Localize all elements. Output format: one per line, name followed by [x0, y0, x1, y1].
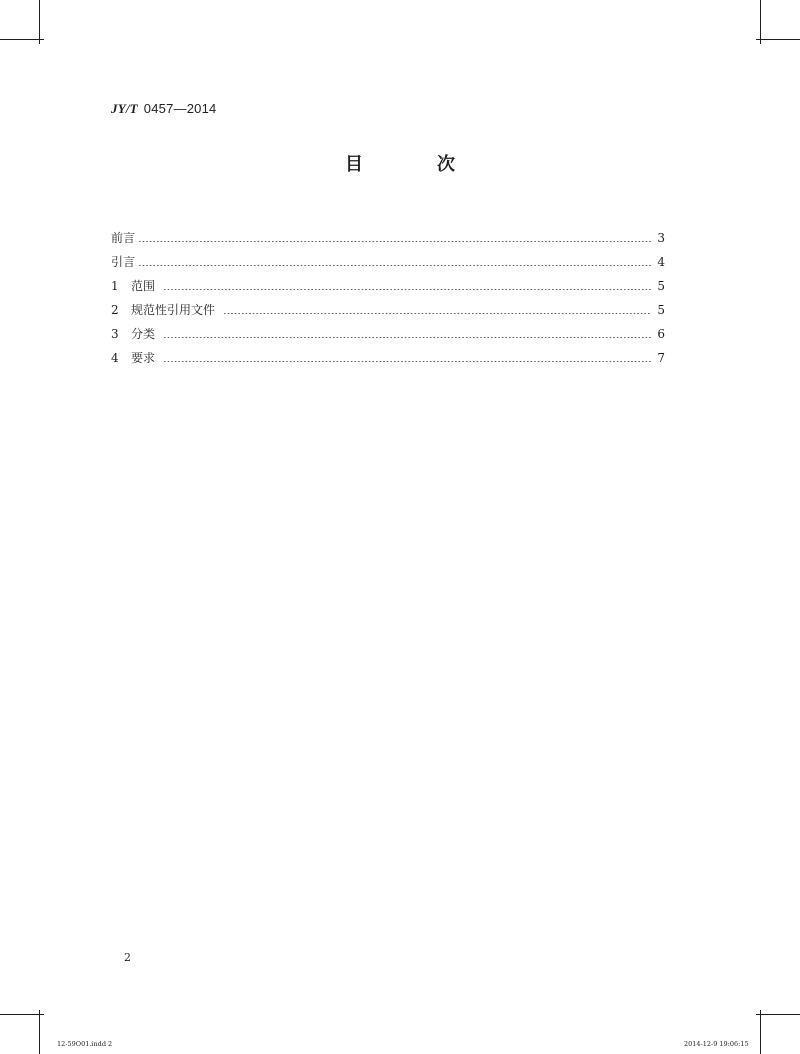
toc-entry-number: 2	[111, 303, 119, 317]
toc-entry-page: 4	[657, 255, 665, 269]
crop-mark-bottom-right-v	[760, 1010, 761, 1054]
toc-entry-label: 分类	[131, 327, 156, 341]
standard-prefix: JY/T	[111, 101, 138, 116]
dot-leader	[138, 265, 651, 266]
dot-leader	[163, 337, 651, 338]
toc-entry-label: 要求	[131, 351, 156, 365]
toc-title: 目 次	[345, 154, 483, 175]
dot-leader	[163, 361, 651, 362]
footer-timestamp: 2014-12-9 19:06:15	[684, 1040, 749, 1048]
page-number: 2	[124, 951, 131, 964]
crop-mark-bottom-left-v	[39, 1010, 40, 1054]
crop-mark-top-left-h	[0, 39, 44, 40]
toc-entry-page: 6	[657, 327, 665, 341]
footer-filename: 12-59O01.indd 2	[57, 1040, 113, 1048]
toc-entry-foreword[interactable]	[111, 226, 665, 250]
dot-leader	[163, 289, 651, 290]
toc-entry-number: 3	[111, 327, 119, 341]
toc-entry-requirements[interactable]	[111, 346, 665, 370]
toc-entry-page: 5	[657, 303, 665, 317]
toc-entry-page: 5	[657, 279, 665, 293]
crop-mark-top-left-v	[39, 0, 40, 44]
standard-number: 0457—2014	[143, 101, 217, 116]
crop-mark-bottom-left-h	[0, 1014, 44, 1015]
table-of-contents	[111, 226, 665, 370]
crop-mark-top-right-v	[760, 0, 761, 44]
standard-code	[111, 101, 216, 117]
toc-entry-normative-references[interactable]	[111, 298, 665, 322]
toc-entry-label: 前言	[111, 231, 136, 245]
toc-entry-page: 7	[657, 351, 665, 365]
dot-leader	[138, 241, 651, 242]
toc-entry-scope[interactable]	[111, 274, 665, 298]
toc-entry-number: 1	[111, 279, 119, 293]
toc-entry-page: 3	[657, 231, 665, 245]
toc-entry-label: 规范性引用文件	[131, 303, 216, 317]
toc-entry-label: 引言	[111, 255, 136, 269]
toc-entry-introduction[interactable]	[111, 250, 665, 274]
toc-entry-classification[interactable]	[111, 322, 665, 346]
dot-leader	[223, 313, 651, 314]
crop-mark-bottom-right-h	[756, 1014, 800, 1015]
toc-entry-number: 4	[111, 351, 119, 365]
toc-entry-label: 范围	[131, 279, 156, 293]
crop-mark-top-right-h	[756, 39, 800, 40]
